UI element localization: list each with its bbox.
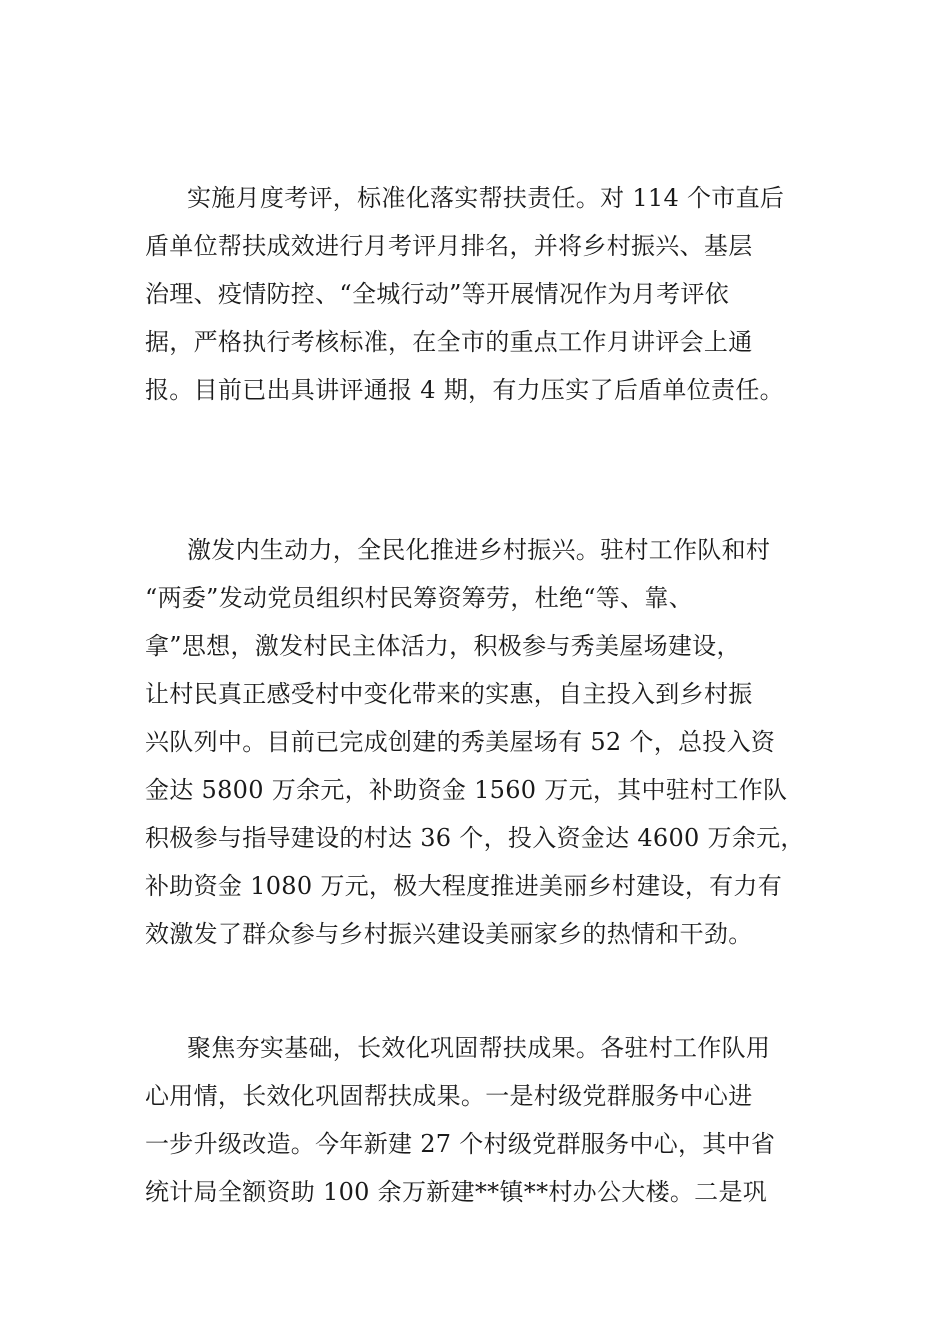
text-line: 据，严格执行考核标准，在全市的重点工作月讲评会上通 <box>145 328 753 356</box>
text-line: 激发内生动力，全民化推进乡村振兴。驻村工作队和村 <box>187 536 771 564</box>
text-line: 让村民真正感受村中变化带来的实惠，自主投入到乡村振 <box>145 680 753 708</box>
text-line: 积极参与指导建设的村达 36 个，投入资金达 4600 万余元， <box>145 824 805 852</box>
text-line: 效激发了群众参与乡村振兴建设美丽家乡的热情和干劲。 <box>145 920 753 948</box>
paragraph-consolidate-results <box>145 1024 845 1216</box>
paragraph-monthly-assessment <box>145 174 845 414</box>
text-line: 实施月度考评，标准化落实帮扶责任。对 114 个市直后 <box>187 184 785 212</box>
text-line: 盾单位帮扶成效进行月考评月排名，并将乡村振兴、基层 <box>145 232 753 260</box>
text-line: 金达 5800 万余元，补助资金 1560 万元，其中驻村工作队 <box>145 776 788 804</box>
text-line: 一步升级改造。今年新建 27 个村级党群服务中心，其中省 <box>145 1130 776 1158</box>
text-line: 报。目前已出具讲评通报 4 期，有力压实了后盾单位责任。 <box>145 376 784 404</box>
text-line: “两委”发动党员组织村民筹资筹劳，杜绝“等、靠、 <box>145 584 694 612</box>
text-line: 聚焦夯实基础，长效化巩固帮扶成果。各驻村工作队用 <box>187 1034 771 1062</box>
text-line: 统计局全额资助 100 余万新建**镇**村办公大楼。二是巩 <box>145 1178 768 1206</box>
text-line: 治理、疫情防控、“全城行动”等开展情况作为月考评依 <box>145 280 730 308</box>
text-line: 拿”思想，激发村民主体活力，积极参与秀美屋场建设， <box>145 632 741 660</box>
text-line: 补助资金 1080 万元，极大程度推进美丽乡村建设，有力有 <box>145 872 783 900</box>
text-line: 心用情，长效化巩固帮扶成果。一是村级党群服务中心进 <box>145 1082 753 1110</box>
text-line: 兴队列中。目前已完成创建的秀美屋场有 52 个，总投入资 <box>145 728 776 756</box>
paragraph-rural-revitalization <box>145 526 845 958</box>
